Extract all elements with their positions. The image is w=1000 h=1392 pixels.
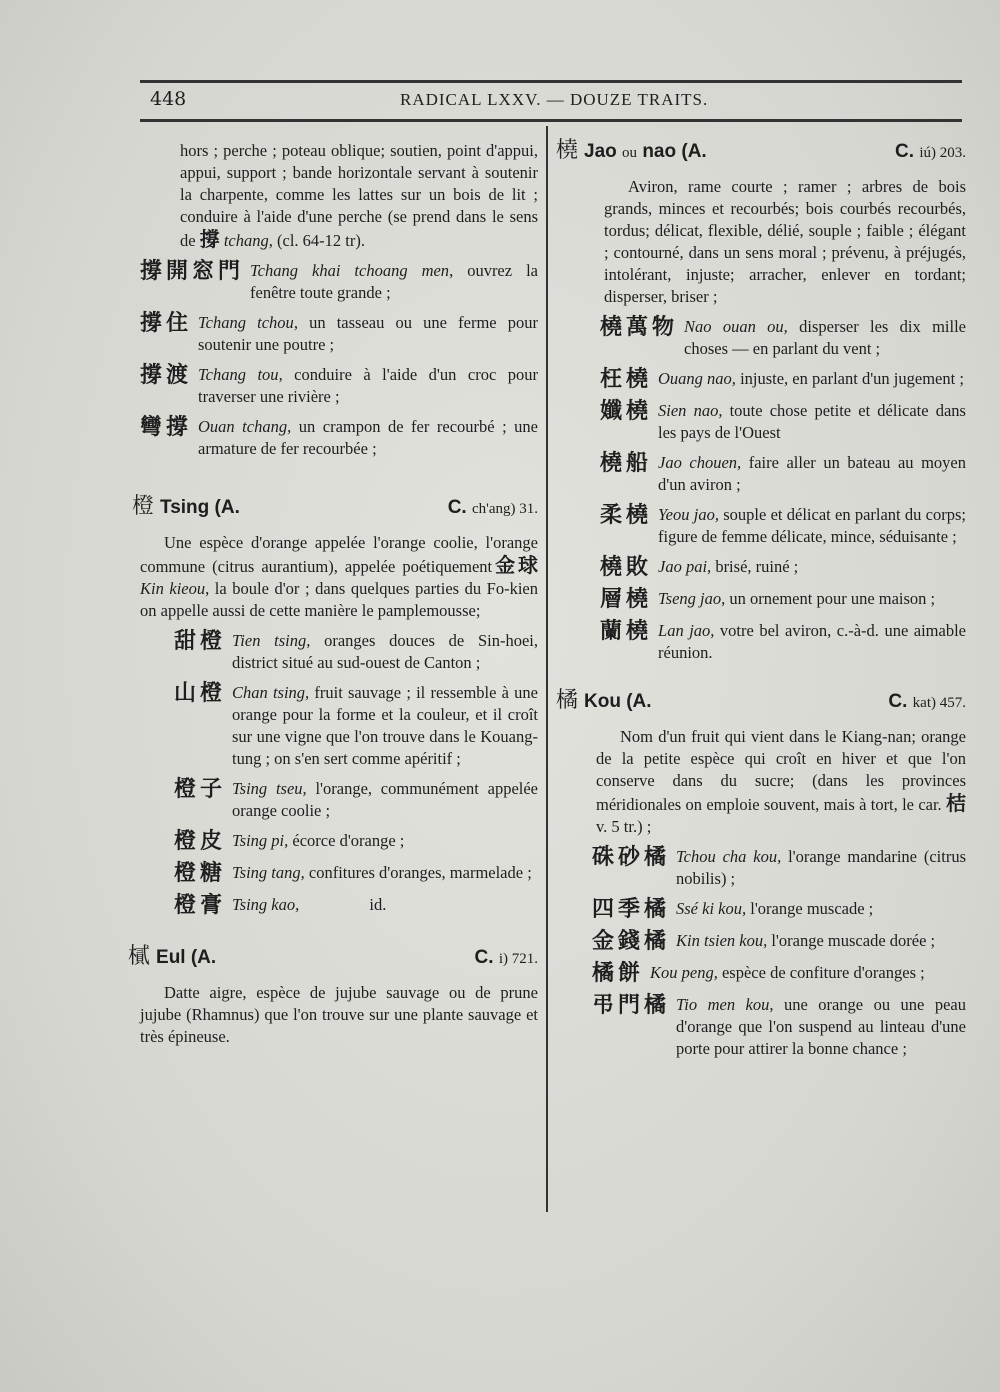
entry-heading-jao: 橈 Jao ou nao (A. C. iú) 203.	[556, 138, 966, 163]
subentry-hanzi: 孅橈	[600, 399, 653, 424]
entry-heading-kou: 橘 Kou (A. C. kat) 457.	[556, 688, 966, 713]
subentry: 金錢橘 Kin tsien kou, l'orange muscade dorée ;	[592, 929, 936, 954]
subentry-hanzi: 撐渡	[140, 363, 193, 388]
subentry-hanzi: 四季橘	[592, 897, 671, 922]
page-number: 448	[150, 88, 187, 110]
subentry-hanzi: 橈萬物	[600, 315, 679, 340]
intro-subentries	[140, 260, 538, 460]
subentry: 弔門橘 Tio men kou, une orange ou une peau d'orange que l'on suspend au linteau d'une porte pour attirer la bonne chance ;	[592, 993, 966, 1058]
header-rule-top	[140, 80, 962, 83]
subentry: 橙皮 Tsing pi, écorce d'orange ;	[174, 829, 405, 854]
subentry: 橙子 Tsing tseu, l'orange, communément appelée orange coolie ;	[174, 777, 539, 820]
subentry-hanzi: 金錢橘	[592, 929, 671, 954]
entry-definition: Une espèce d'orange appelée l'orange coolie, l'orange commune (citrus aurantium), appelée poétiquement金球 Kin kieou, la boule d'or ; dans quelques parties du Fo-kien on appelle aussi de cette manière le pamplemousse;	[140, 533, 538, 620]
subentry-hanzi: 甜橙	[174, 629, 227, 654]
subentry-hanzi: 橈敗	[600, 555, 653, 580]
subentry-hanzi: 橈船	[600, 451, 653, 476]
entry-subentries	[600, 316, 966, 664]
subentry: 層橈 Tseng jao, un ornement pour une maison ;	[600, 587, 936, 612]
page-header	[140, 88, 962, 118]
subentry-hanzi: 蘭橈	[600, 619, 653, 644]
subentry-hanzi: 橙皮	[174, 829, 227, 854]
subentry-hanzi: 山橙	[174, 681, 227, 706]
subentry-hanzi: 橙糖	[174, 861, 227, 886]
subentry: 山橙 Chan tsing, fruit sauvage ; il ressemble à une orange pour la forme et la couleur, et il croît sur une vigne que l'on trouve dans le Kouang-tung ; on s'en sert comme apéritif ;	[174, 681, 538, 768]
subentry-hanzi: 枉橈	[600, 367, 653, 392]
subentry: 孅橈 Sien nao, toute chose petite et délicate dans les pays de l'Ouest	[600, 399, 966, 442]
subentry-hanzi: 撐開窓門	[140, 259, 245, 284]
entry-definition: Datte aigre, espèce de jujube sauvage ou de prune jujube (Rhamnus) que l'on trouve sur une plante sauvage et très épineuse.	[140, 983, 538, 1046]
entry-definition: Aviron, rame courte ; ramer ; arbres de bois grands, minces et recourbés; bois courbés recourbés, tordus; délicat, flexible, délié, souple ; faible ; élégant ; contourné, dans un sens moral ; prévenu, à préjugés, intolérant, injuste; arracher, enlever en tordant; disperser, briser ;	[604, 177, 966, 306]
left-column	[128, 140, 539, 1048]
subentry-hanzi: 柔橈	[600, 503, 653, 528]
subentry: 撐住 Tchang tchou, un tasseau ou une ferme pour soutenir une poutre ;	[140, 311, 538, 354]
entry-heading-tsing: 橙 Tsing (A. C. ch'ang) 31.	[132, 494, 538, 519]
entry-definition: Nom d'un fruit qui vient dans le Kiang-nan; orange de la petite espèce qui croît en hiver et que l'on conserve dans du sucre; (dans les provinces méridionales on emploie souvent, mais à tort, le car. 桔 v. 5 tr.) ;	[596, 727, 966, 836]
entry-hanzi: 橙	[132, 494, 155, 519]
subentry: 橈船 Jao chouen, faire aller un bateau au moyen d'un aviron ;	[600, 451, 966, 494]
subentry: 甜橙 Tien tsing, oranges douces de Sin-hoei, district situé au sud-ouest de Canton ;	[174, 629, 538, 672]
inline-hanzi: 金球	[492, 553, 538, 577]
subentry-hanzi: 撐住	[140, 311, 193, 336]
column-divider	[546, 126, 548, 1212]
subentry: 柔橈 Yeou jao, souple et délicat en parlant du corps; figure de femme délicate, mince, séduisante ;	[600, 503, 966, 546]
running-title: RADICAL LXXV. — DOUZE TRAITS.	[400, 90, 709, 109]
subentry: 橙糖 Tsing tang, confitures d'oranges, marmelade ;	[174, 861, 532, 886]
right-column	[556, 140, 966, 1060]
entry-heading-eul: 樲 Eul (A. C. i) 721.	[128, 944, 538, 969]
intro-paragraph: hors ; perche ; poteau oblique; soutien, point d'appui, appui, support ; bande horizontale servant à soutenir la charpente, comme les lattes sur un bois de lit ; conduire à l'aide d'une perche (se prend dans le sens de 撐 tchang, (cl. 64-12 tr).	[180, 141, 538, 251]
subentry: 撐開窓門 Tchang khai tchoang men, ouvrez la fenêtre toute grande ;	[140, 259, 538, 302]
entry-hanzi: 橘	[556, 688, 579, 713]
subentry-hanzi: 橙膏	[174, 893, 227, 918]
header-rule-bottom	[140, 119, 962, 122]
subentry: 橘餅 Kou peng, espèce de confiture d'oranges ;	[592, 961, 925, 986]
subentry: 撐渡 Tchang tou, conduire à l'aide d'un croc pour traverser une rivière ;	[140, 363, 538, 406]
subentry: 硃砂橘 Tchou cha kou, l'orange mandarine (citrus nobilis) ;	[592, 845, 966, 888]
entry-subentries	[174, 630, 538, 918]
subentry-hanzi: 硃砂橘	[592, 845, 671, 870]
subentry: 橈萬物 Nao ouan ou, disperser les dix mille choses — en parlant du vent ;	[600, 315, 967, 358]
subentry: 枉橈 Ouang nao, injuste, en parlant d'un jugement ;	[600, 367, 964, 392]
entry-hanzi: 樲	[128, 944, 151, 969]
subentry-hanzi: 橘餅	[592, 961, 645, 986]
subentry: 彎撐 Ouan tchang, un crampon de fer recourbé ; une armature de fer recourbée ;	[140, 415, 539, 458]
subentry: 蘭橈 Lan jao, votre bel aviron, c.-à-d. une aimable réunion.	[600, 619, 966, 662]
subentry-hanzi: 彎撐	[140, 415, 193, 440]
subentry-hanzi: 層橈	[600, 587, 653, 612]
subentry: 橙膏 Tsing kao, id.	[174, 893, 387, 918]
subentry-hanzi: 橙子	[174, 777, 227, 802]
inline-hanzi: 桔	[946, 791, 966, 815]
subentry-hanzi: 弔門橘	[592, 993, 671, 1018]
entry-hanzi: 橈	[556, 138, 579, 163]
subentry: 四季橘 Ssé ki kou, l'orange muscade ;	[592, 897, 874, 922]
subentry: 橈敗 Jao pai, brisé, ruiné ;	[600, 555, 799, 580]
entry-subentries	[592, 846, 966, 1060]
inline-hanzi: 撐	[199, 227, 220, 251]
